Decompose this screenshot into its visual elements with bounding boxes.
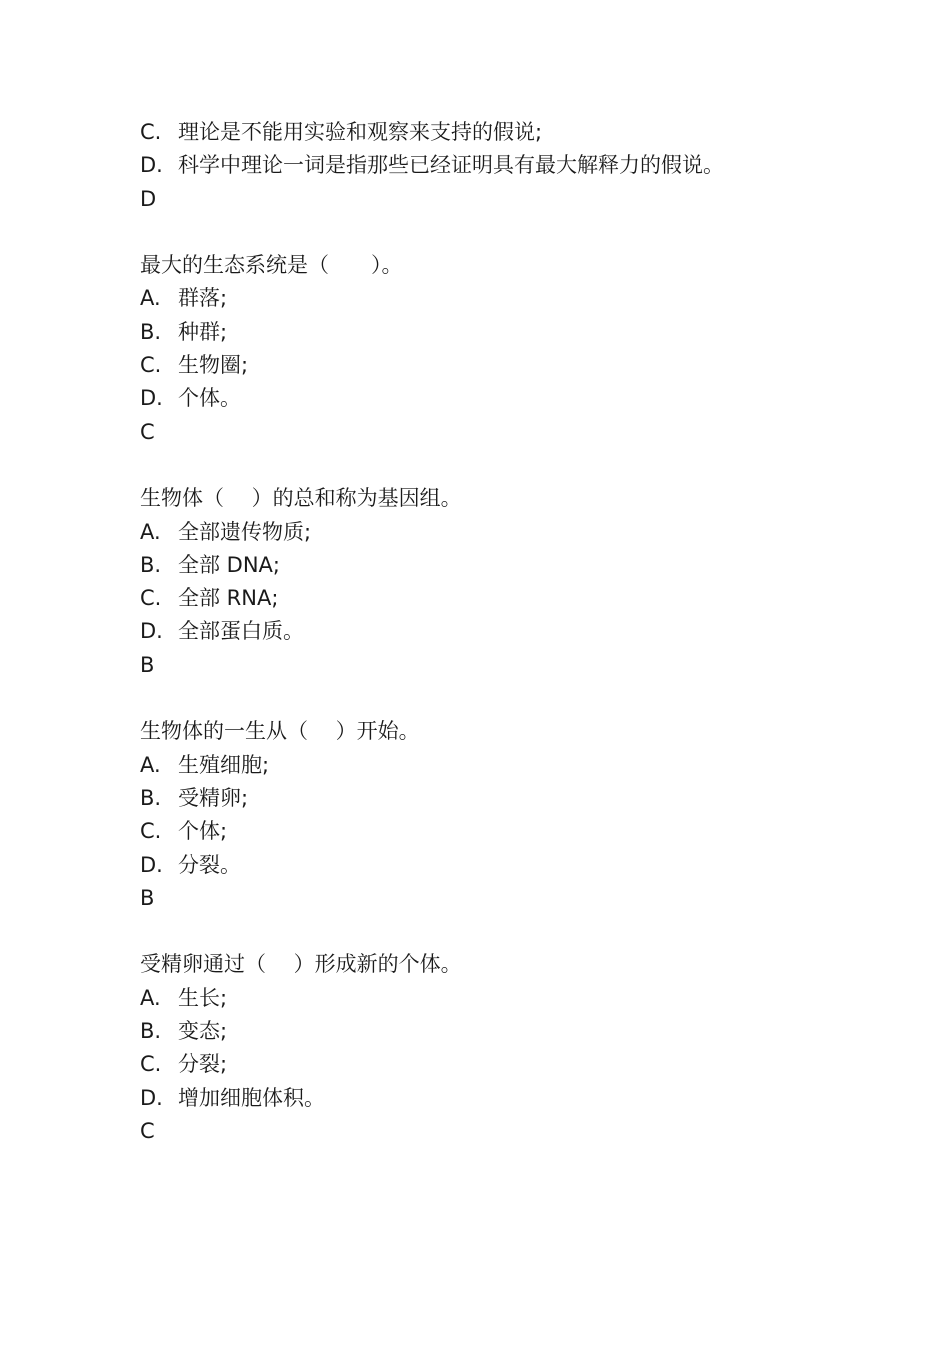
option-letter: D. [140, 153, 163, 178]
answer: B [140, 885, 155, 910]
option-d [140, 382, 740, 415]
answer: C [140, 1118, 155, 1143]
option-d [140, 1082, 740, 1115]
option-text: 全部遗传物质; [178, 519, 312, 544]
option-letter: C. [140, 353, 162, 378]
option-text: 全部 RNA; [178, 586, 279, 611]
question-block [140, 482, 740, 682]
question-text: 生物体（ ）的总和称为基因组。 [140, 486, 462, 511]
option-text: 群落; [178, 286, 228, 311]
option-a [140, 282, 740, 315]
option-b [140, 1015, 740, 1048]
option-letter: B. [140, 1019, 162, 1044]
option-text: 理论是不能用实验和观察来支持的假说; [178, 120, 543, 144]
option-text: 受精卵; [178, 785, 249, 810]
question-block [140, 715, 740, 915]
option-text: 全部蛋白质。 [178, 619, 304, 644]
option-letter: D. [140, 619, 163, 644]
option-text: 变态; [178, 1019, 228, 1044]
option-letter: B. [140, 785, 162, 810]
option-letter: B. [140, 319, 162, 344]
option-d [140, 849, 740, 882]
option-letter: D. [140, 852, 163, 877]
option-text: 科学中理论一词是指那些已经证明具有最大解释力的假说。 [178, 153, 724, 178]
option-text: 个体。 [178, 386, 241, 411]
answer: D [140, 186, 157, 211]
option-c [140, 116, 740, 149]
option-b [140, 549, 740, 582]
answer: C [140, 419, 155, 444]
option-a [140, 982, 740, 1015]
option-c [140, 815, 740, 848]
option-text: 种群; [178, 319, 228, 344]
option-letter: C. [140, 586, 162, 611]
option-letter: A. [140, 752, 161, 777]
option-letter: A. [140, 286, 161, 311]
option-text: 分裂。 [178, 852, 241, 877]
question-text: 最大的生态系统是（ ）。 [140, 253, 403, 278]
option-text: 个体; [178, 819, 228, 844]
option-b [140, 316, 740, 349]
question-block [140, 116, 740, 216]
option-text: 增加细胞体积。 [178, 1085, 325, 1110]
question-block [140, 948, 740, 1148]
option-letter: C. [140, 819, 162, 844]
question-text: 生物体的一生从（ ）开始。 [140, 719, 420, 744]
question-list [140, 116, 740, 1148]
option-letter: C. [140, 120, 162, 144]
option-text: 生物圈; [178, 353, 249, 378]
option-d [140, 615, 740, 648]
option-c [140, 349, 740, 382]
option-letter: B. [140, 552, 162, 577]
option-a [140, 749, 740, 782]
option-c [140, 1048, 740, 1081]
option-b [140, 782, 740, 815]
option-text: 全部 DNA; [178, 552, 280, 577]
question-text: 受精卵通过（ ）形成新的个体。 [140, 952, 462, 977]
option-letter: D. [140, 1085, 163, 1110]
option-d [140, 149, 740, 182]
option-text: 生长; [178, 985, 228, 1010]
option-letter: C. [140, 1052, 162, 1077]
option-text: 生殖细胞; [178, 752, 270, 777]
option-c [140, 582, 740, 615]
option-letter: A. [140, 985, 161, 1010]
option-letter: D. [140, 386, 163, 411]
option-text: 分裂; [178, 1052, 228, 1077]
option-a [140, 516, 740, 549]
answer: B [140, 652, 155, 677]
option-letter: A. [140, 519, 161, 544]
question-block [140, 249, 740, 449]
